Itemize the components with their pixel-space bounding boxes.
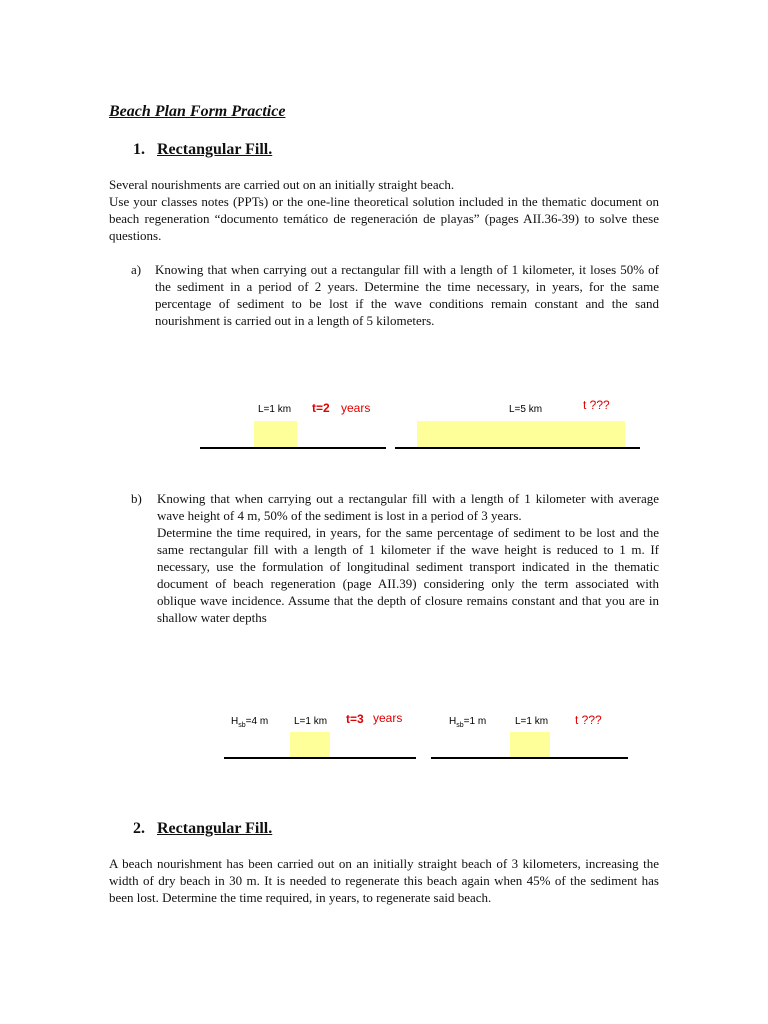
diagram-b-left-wave-height: $H_{sb}=4$ m — [231, 716, 269, 729]
diagram-a-left-shoreline — [200, 447, 386, 449]
diagram-b-left-fill — [290, 732, 330, 758]
diagram-b-right-fill — [510, 732, 550, 758]
section-2-text — [109, 855, 659, 906]
diagram-a-left-length: L=1 km — [258, 404, 292, 415]
diagram-b-right-wave-height: $H_{sb}=1$ m — [449, 716, 487, 729]
intro-line-1: Several nourishments are carried out on an initially straight beach. — [109, 177, 455, 192]
section-1-title: Rectangular Fill. — [157, 141, 273, 158]
question-b-text-1: Knowing that when carrying out a rectangular fill with a length of 1 kilometer with average wave height of 4 m, 50% of the sediment is lost in a period of 3 years. — [157, 491, 659, 523]
question-b — [131, 490, 659, 660]
diagram-b-left-unit: years — [373, 711, 403, 725]
diagram-a-left-unit: years — [341, 401, 371, 415]
section-1-number: 1. — [133, 141, 145, 158]
diagram-b-right-length: L=1 km — [515, 716, 549, 727]
section-2-title: Rectangular Fill. — [157, 820, 273, 837]
diagram-b-right-shoreline — [431, 757, 628, 759]
section-1-heading — [133, 141, 272, 159]
diagram-b-left-time: t=3 — [346, 712, 364, 726]
section-2-number: 2. — [133, 820, 145, 837]
diagram-a-right-shoreline — [395, 447, 640, 449]
question-b-marker: b) — [131, 491, 142, 506]
section-2-paragraph: A beach nourishment has been carried out on an initially straight beach of 3 kilometers, increasing the width of dry beach in 30 m. It is needed to regenerate this beach again when 45% of the sediment has been lost. Determine the time required, in years, to regenerate said beach. — [109, 856, 659, 905]
section-1-intro — [109, 176, 659, 244]
diagram-b-right-time: t ??? — [575, 713, 602, 727]
document-title: Beach Plan Form Practice — [109, 103, 286, 120]
diagram-a-right-length: L=5 km — [509, 404, 543, 415]
diagram-a-right-time: t ??? — [583, 398, 610, 412]
section-2-heading — [133, 820, 272, 838]
intro-line-2: Use your classes notes (PPTs) or the one-line theoretical solution included in the thematic document on beach regeneration “documento temático de regeneración de playas” (pages AII.36-39) to solve these questions. — [109, 194, 659, 243]
question-a — [131, 261, 659, 351]
question-a-marker: a) — [131, 262, 142, 277]
diagram-b-left-shoreline — [224, 757, 416, 759]
diagram-a-left-time: t=2 — [312, 401, 330, 415]
diagram-a-right-fill — [417, 421, 625, 448]
diagram-b-left-length: L=1 km — [294, 716, 328, 727]
question-b-text-2: Determine the time required, in years, for the same percentage of sediment to be lost and the same rectangular fill with a length of 1 kilometer if the wave height is reduced to 1 m. If necessary, use the formulation of longitudinal sediment transport indicated in the thematic document of beach regeneration (page AII.39) considering only the term associated with oblique wave incidence. Assume that the depth of closure remains constant and that you are in shallow water depths — [157, 525, 659, 625]
question-a-text: Knowing that when carrying out a rectangular fill with a length of 1 kilometer, it loses 50% of the sediment in a period of 2 years. Determine the time necessary, in years, for the same percentage of sediment to be lost if the wave conditions remain constant and the sand nourishment is carried out in a length of 5 kilometers. — [155, 262, 659, 328]
diagram-a-left-fill — [254, 421, 297, 448]
